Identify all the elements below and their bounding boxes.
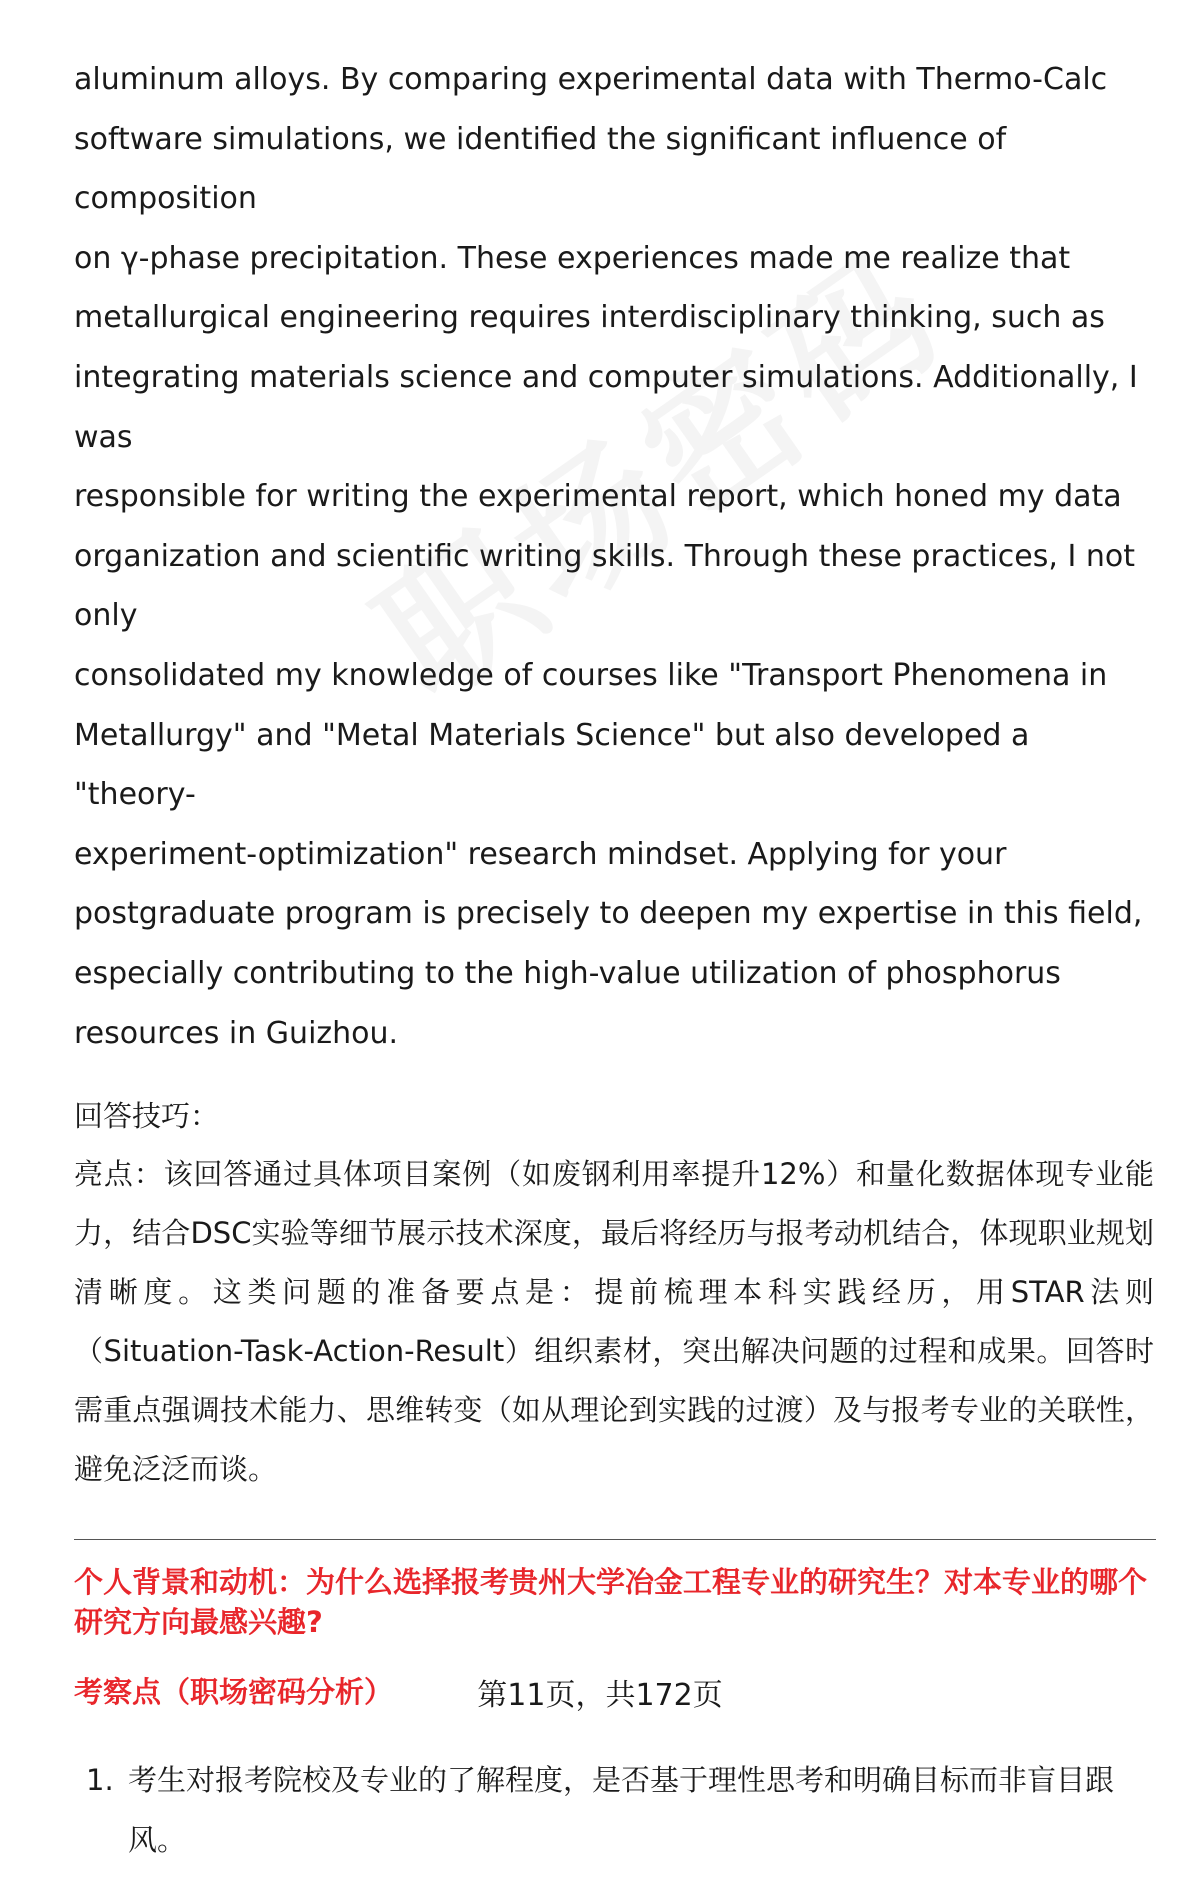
list-item — [74, 1750, 1154, 1870]
tips-title: 回答技巧： — [74, 1099, 220, 1134]
page-content — [74, 50, 1154, 1886]
section-heading: 考察点（职场密码分析） — [74, 1675, 394, 1710]
section-divider — [74, 1539, 1156, 1540]
page-footer: 第11页，共172页 — [477, 1678, 723, 1713]
list-item-number: 1. — [86, 1763, 114, 1798]
tips-body: 亮点：该回答通过具体项目案例（如废钢利用率提升12%）和量化数据体现专业能力，结合DSC实验等细节展示技术深度，最后将经历与报考动机结合，体现职业规划清晰度。这类问题的准备要点是：提前梳理本科实践经历，用STAR法则（Situation-Task-Action-Result）组织素材，突出解决问题的过程和成果。回答时需重点强调技术能力、思维转变（如从理论到实践的过渡）及与报考专业的关联性，避免泛泛而谈。 — [74, 1157, 1154, 1487]
body-paragraph: aluminum alloys. By comparing experimental data with Thermo-Calc software simulations, we identified the significant influence of composition on γ-phase precipitation. These experiences made me realize that metallurgical engineering requires interdisciplinary thinking, such as integrating materials science and computer simulations. Additionally, I was responsible for writing the experimental report, which honed my data organization and scientific writing skills. Through these practices, I not only consolidated my knowledge of courses like "Transport Phenomena in Metallurgy" and "Metal Materials Science" but also developed a "theory- experiment-optimization" research mindset. Applying for your postgraduate program is precisely to deepen my expertise in this field, especially contributing to the high-value utilization of phosphorus resources in Guizhou. — [74, 62, 1143, 1051]
question-heading: 个人背景和动机：为什么选择报考贵州大学冶金工程专业的研究生？对本专业的哪个研究方向最感兴趣? — [74, 1565, 1148, 1640]
points-list — [74, 1750, 1154, 1870]
answer-tips — [74, 1087, 1154, 1499]
list-item-text: 考生对报考院校及专业的了解程度，是否基于理性思考和明确目标而非盲目跟风。 — [128, 1763, 1115, 1858]
